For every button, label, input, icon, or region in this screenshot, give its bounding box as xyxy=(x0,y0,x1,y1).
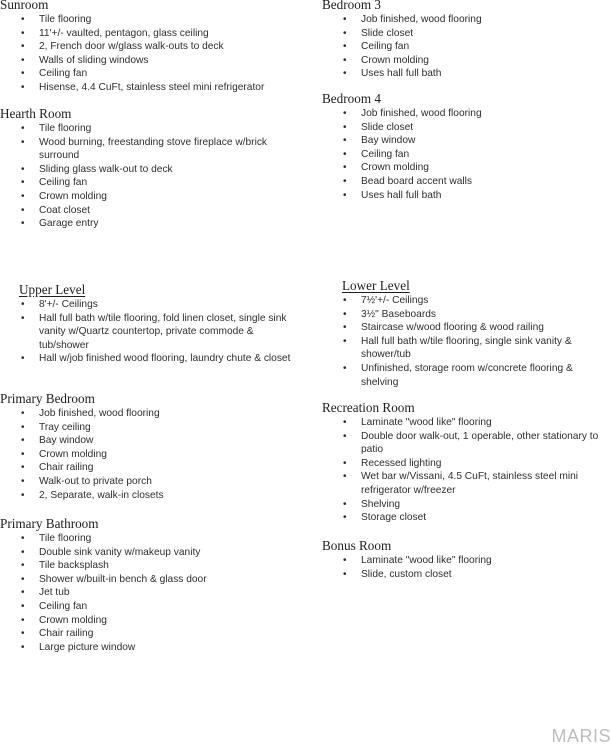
section-upper-level xyxy=(0,282,300,366)
list-item: • Double sink vanity w/makeup vanity xyxy=(0,546,300,560)
list-item: • Job finished, wood flooring xyxy=(322,107,611,121)
section-bonus-room xyxy=(322,538,611,581)
list-item: • Bay window xyxy=(322,134,611,148)
right-column xyxy=(322,0,611,749)
list-item: • Wet bar w/Vissani, 4.5 CuFt, stainless steel mini refrigerator w/freezer xyxy=(322,470,611,497)
list-item: • Tray ceiling xyxy=(0,421,300,435)
list-item: • Job finished, wood flooring xyxy=(0,407,300,421)
list-item: • Shower w/built-in bench & glass door xyxy=(0,573,300,587)
section-heading: Hearth Room xyxy=(0,106,72,121)
list-item: • Uses hall full bath xyxy=(322,189,611,203)
list-item: • Staircase w/wood flooring & wood railing xyxy=(322,321,611,335)
section-heading: Bedroom 3 xyxy=(322,0,381,12)
list-item: • Hall w/job finished wood flooring, laundry chute & closet xyxy=(0,352,300,366)
list-item: • Tile flooring xyxy=(0,532,300,546)
list-item: • Slide closet xyxy=(322,121,611,135)
section-heading: Bonus Room xyxy=(322,538,392,553)
item-list xyxy=(0,298,300,366)
list-item: • Ceiling fan xyxy=(322,148,611,162)
section-heading: Sunroom xyxy=(0,0,49,12)
list-item: • Hisense, 4.4 CuFt, stainless steel mini refrigerator xyxy=(0,81,300,95)
list-item: • Garage entry xyxy=(0,217,300,231)
section-recreation-room xyxy=(322,400,611,525)
item-list xyxy=(322,416,611,525)
list-item: • Hall full bath w/tile flooring, fold linen closet, single sink vanity w/Quartz countertop, private commode & tub/shower xyxy=(0,312,300,353)
list-item: • Walls of sliding windows xyxy=(0,54,300,68)
list-item: • Uses hall full bath xyxy=(322,67,611,81)
section-heading: Upper Level xyxy=(19,282,86,297)
list-item: • Slide closet xyxy=(322,27,611,41)
list-item: • 8'+/- Ceilings xyxy=(0,298,300,312)
list-item: • Sliding glass walk-out to deck xyxy=(0,163,300,177)
item-list xyxy=(322,107,611,202)
list-item: • 3½" Baseboards xyxy=(322,308,611,322)
list-item: • Crown molding xyxy=(0,614,300,628)
section-heading: Primary Bedroom xyxy=(0,391,95,406)
maris-watermark-logo: MARIS xyxy=(551,726,611,746)
list-item: • Crown molding xyxy=(322,54,611,68)
list-item: • Laminate "wood like" flooring xyxy=(322,554,611,568)
item-list xyxy=(0,13,300,95)
section-bedroom-4 xyxy=(322,91,611,202)
section-primary-bathroom xyxy=(0,516,300,654)
list-item: • Wood burning, freestanding stove fireplace w/brick surround xyxy=(0,136,300,163)
list-item: • Laminate "wood like" flooring xyxy=(322,416,611,430)
list-item: • Bay window xyxy=(0,434,300,448)
list-item: • Recessed lighting xyxy=(322,457,611,471)
item-list xyxy=(322,13,611,81)
list-item: • Bead board accent walls xyxy=(322,175,611,189)
list-item: • Tile backsplash xyxy=(0,559,300,573)
list-item: • Hall full bath w/tile flooring, single sink vanity & shower/tub xyxy=(322,335,611,362)
list-item: • Double door walk-out, 1 operable, other stationary to patio xyxy=(322,430,611,457)
list-item: • Storage closet xyxy=(322,511,611,525)
section-sunroom xyxy=(0,0,300,95)
list-item: • 2, Separate, walk-in closets xyxy=(0,489,300,503)
list-item: • Job finished, wood flooring xyxy=(322,13,611,27)
item-list xyxy=(0,122,300,231)
section-heading: Primary Bathroom xyxy=(0,516,99,531)
section-heading: Recreation Room xyxy=(322,400,415,415)
item-list xyxy=(322,554,611,581)
list-item: • Slide, custom closet xyxy=(322,568,611,582)
list-item: • 11'+/- vaulted, pentagon, glass ceiling xyxy=(0,27,300,41)
section-heading: Lower Level xyxy=(342,278,410,293)
section-hearth-room xyxy=(0,106,300,231)
list-item: • Ceiling fan xyxy=(0,600,300,614)
list-item: • Ceiling fan xyxy=(0,176,300,190)
list-item: • Walk-out to private porch xyxy=(0,475,300,489)
list-item: • Unfinished, storage room w/concrete flooring & shelving xyxy=(322,362,611,389)
list-item: • Large picture window xyxy=(0,641,300,655)
left-column xyxy=(0,0,300,749)
list-item: • Chair railing xyxy=(0,461,300,475)
list-item: • Ceiling fan xyxy=(322,40,611,54)
item-list xyxy=(322,294,611,389)
list-item: • Coat closet xyxy=(0,204,300,218)
item-list xyxy=(0,407,300,502)
list-item: • Ceiling fan xyxy=(0,67,300,81)
list-item: • Shelving xyxy=(322,498,611,512)
list-item: • Tile flooring xyxy=(0,122,300,136)
item-list xyxy=(0,532,300,654)
section-lower-level xyxy=(322,278,611,389)
list-item: • Jet tub xyxy=(0,586,300,600)
section-heading: Bedroom 4 xyxy=(322,91,381,106)
list-item: • 2, French door w/glass walk-outs to deck xyxy=(0,40,300,54)
section-bedroom-3 xyxy=(322,0,611,81)
list-item: • Chair railing xyxy=(0,627,300,641)
section-primary-bedroom xyxy=(0,391,300,502)
list-item: • Crown molding xyxy=(322,161,611,175)
list-item: • 7½'+/- Ceilings xyxy=(322,294,611,308)
list-item: • Crown molding xyxy=(0,190,300,204)
list-item: • Crown molding xyxy=(0,448,300,462)
list-item: • Tile flooring xyxy=(0,13,300,27)
